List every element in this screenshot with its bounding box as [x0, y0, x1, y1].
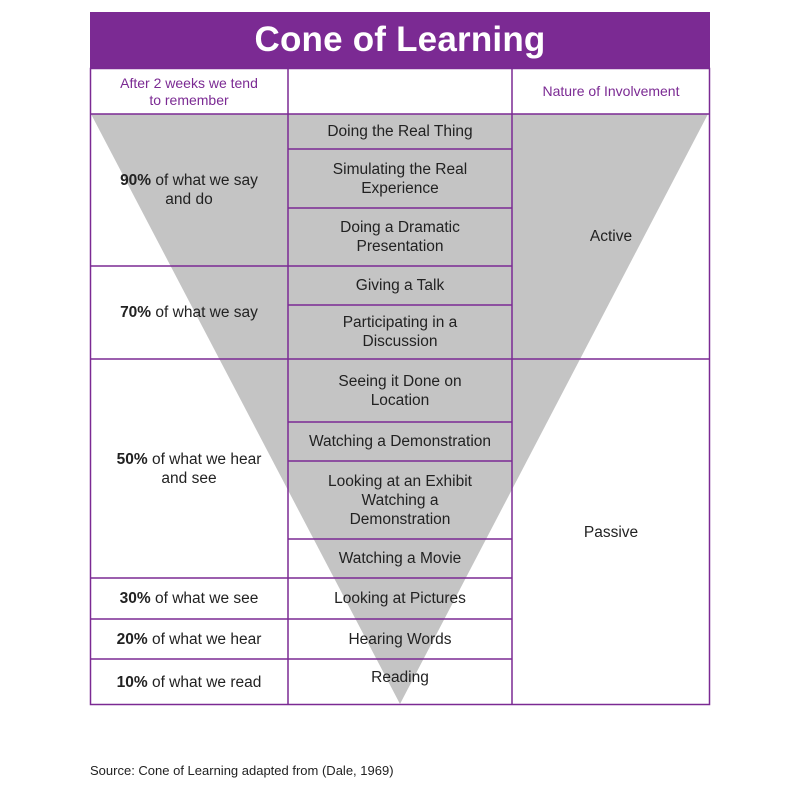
- activity-giving-talk: Giving a Talk: [355, 277, 445, 294]
- remember-row-10: [90, 659, 288, 705]
- activity-reading: Reading: [371, 668, 429, 686]
- activity-hearing-words: Hearing Words: [348, 630, 452, 648]
- header-involvement: Nature of Involvement: [542, 82, 680, 99]
- remember-row-50: [115, 359, 263, 578]
- activity-looking-pictures: Looking at Pictures: [334, 590, 466, 607]
- activity-discussion: Participating in a Discussion: [342, 314, 458, 350]
- activity-doing-real-thing: Doing the Real Thing: [327, 123, 473, 140]
- remember-row-70: [90, 266, 288, 359]
- activity-simulating: Simulating the Real Experience: [332, 160, 468, 197]
- remember-row-30: [90, 578, 288, 619]
- remember-text: of what we say and do: [155, 172, 258, 208]
- percent-value: 30%: [119, 590, 151, 607]
- remember-text: of what we hear and see: [151, 450, 262, 487]
- percent-value: 70%: [120, 304, 152, 321]
- percent-value: 20%: [116, 630, 148, 648]
- activity-dramatic-presentation: Doing a Dramatic Presentation: [340, 219, 460, 255]
- involvement-passive: Passive: [583, 523, 639, 541]
- remember-text: of what we see: [154, 590, 259, 607]
- percent-value: 90%: [120, 172, 152, 189]
- activity-exhibit: Looking at an Exhibit Watching a Demonstration: [328, 472, 472, 528]
- diagram-title: Cone of Learning: [90, 12, 710, 68]
- percent-value: 10%: [116, 673, 148, 691]
- header-remember: After 2 weeks we tend to remember: [120, 75, 258, 108]
- remember-text: of what we read: [151, 673, 262, 691]
- activity-watching-movie: Watching a Movie: [338, 550, 462, 567]
- activity-watching-demonstration: Watching a Demonstration: [308, 433, 492, 450]
- remember-text: of what we hear: [151, 630, 262, 648]
- remember-text: of what we say: [155, 304, 258, 321]
- involvement-active: Active: [589, 228, 633, 245]
- activity-seeing-done: Seeing it Done on Location: [338, 372, 462, 409]
- percent-value: 50%: [116, 450, 148, 468]
- remember-row-20: [90, 619, 288, 659]
- remember-row-90: [110, 114, 268, 266]
- source-caption: Source: Cone of Learning adapted from (Dale, 1969): [90, 763, 394, 778]
